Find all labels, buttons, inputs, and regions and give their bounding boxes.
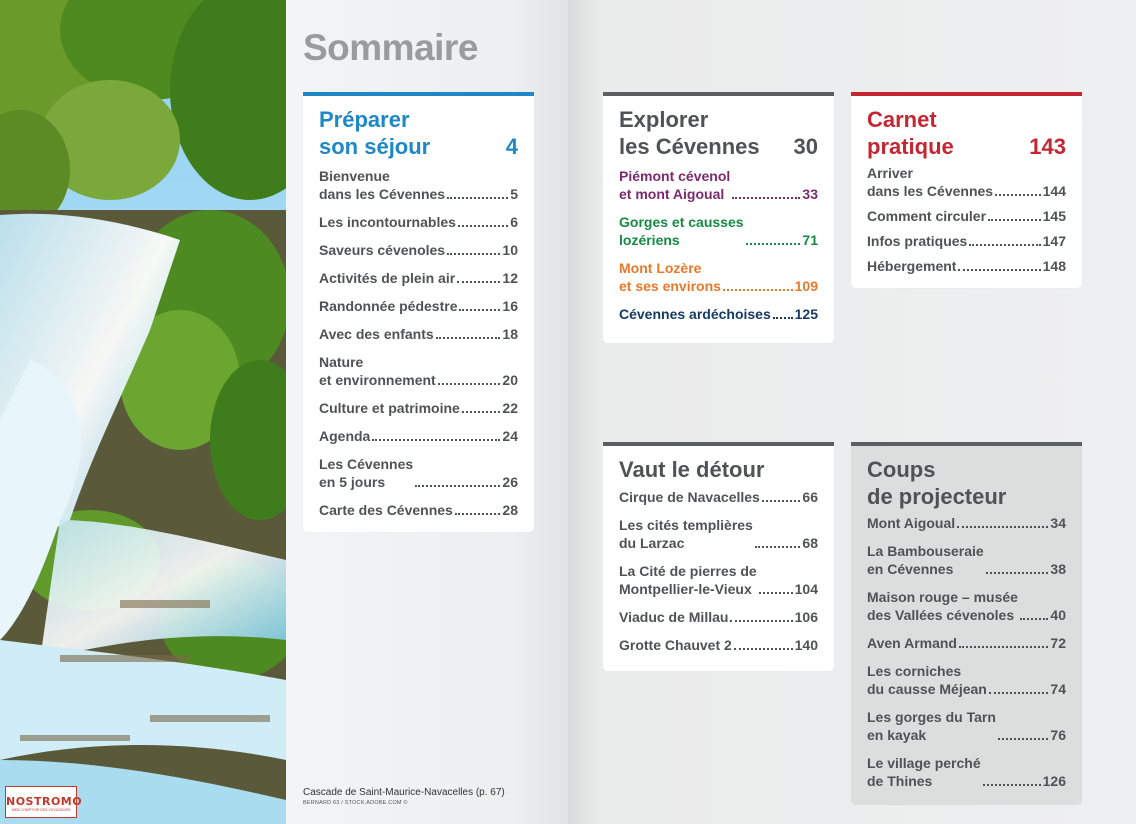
- toc-entry-title: Randonnée pédestre: [319, 298, 458, 314]
- toc-entry-title: Mont Aigoual: [867, 515, 956, 531]
- toc-entry-page: 26: [502, 474, 518, 490]
- toc-entry: [319, 167, 518, 203]
- toc-entry: [619, 259, 818, 295]
- toc-entry: [619, 562, 818, 598]
- dot-leader: [438, 383, 501, 385]
- toc-entry-page: 147: [1042, 233, 1066, 249]
- entry-list: [867, 164, 1066, 275]
- dot-leader: [723, 289, 793, 291]
- dot-leader: [447, 197, 508, 199]
- toc-entry-page: 18: [502, 326, 518, 342]
- toc-entry-title: Carte des Cévennes: [319, 502, 453, 518]
- nostromo-logo: [5, 786, 83, 818]
- toc-entry: [867, 542, 1066, 578]
- toc-entry: [619, 488, 818, 506]
- dot-leader: [762, 500, 801, 502]
- entry-list: [319, 167, 518, 519]
- toc-entry: [867, 662, 1066, 698]
- toc-entry-page: 5: [510, 186, 518, 202]
- dot-leader: [734, 648, 793, 650]
- dot-leader: [989, 692, 1049, 694]
- toc-entry-page: 34: [1050, 515, 1066, 531]
- section-heading: [619, 456, 818, 483]
- dot-leader: [988, 219, 1041, 221]
- toc-entry-page: 126: [1042, 773, 1066, 789]
- toc-entry-page: 148: [1042, 258, 1066, 274]
- toc-entry-title: Cévennes ardéchoises: [619, 306, 771, 322]
- toc-entry-page: 71: [802, 232, 818, 248]
- dot-leader: [462, 411, 501, 413]
- dot-leader: [459, 309, 500, 311]
- section-card-explorer: [603, 92, 834, 343]
- dot-leader: [730, 620, 792, 622]
- toc-entry-title: Les incontournables: [319, 214, 456, 230]
- toc-entry-page: 145: [1042, 208, 1066, 224]
- section-heading: [319, 106, 518, 160]
- toc-entry: [319, 297, 518, 315]
- dot-leader: [436, 337, 501, 339]
- toc-entry-title: Grotte Chauvet 2: [619, 637, 732, 653]
- section-heading-text: Vaut le détour: [619, 457, 765, 482]
- toc-entry-title: Les corniches du causse Méjean: [867, 663, 987, 697]
- toc-entry-page: 76: [1050, 727, 1066, 743]
- toc-entry-page: 28: [502, 502, 518, 518]
- section-heading-text: Préparer son séjour: [319, 107, 431, 159]
- toc-entry-title: Piémont cévenol et mont Aigoual: [619, 168, 731, 202]
- dot-leader: [755, 546, 801, 548]
- toc-entry: [319, 427, 518, 445]
- section-card-preparer: [303, 92, 534, 532]
- dot-leader: [986, 572, 1049, 574]
- toc-entry-page: 125: [794, 306, 818, 322]
- toc-entry-title: Le village perché de Thines: [867, 755, 981, 789]
- section-heading: [867, 456, 1066, 510]
- toc-entry-title: Gorges et causses lozériens: [619, 214, 744, 248]
- toc-entry: [619, 167, 818, 203]
- toc-entry: [319, 213, 518, 231]
- dot-leader: [455, 513, 501, 515]
- section-card-detour: [603, 442, 834, 671]
- toc-entry: [867, 232, 1066, 250]
- section-heading-text: Explorer les Cévennes: [619, 107, 760, 159]
- section-card-coups: [851, 442, 1082, 805]
- toc-entry-title: Bienvenue dans les Cévennes: [319, 168, 446, 202]
- toc-entry-page: 40: [1050, 607, 1066, 623]
- toc-entry-title: Les cités templières du Larzac: [619, 517, 753, 551]
- toc-entry-title: Comment circuler: [867, 208, 987, 224]
- toc-entry-page: 20: [502, 372, 518, 388]
- toc-entry: [867, 207, 1066, 225]
- dot-leader: [415, 485, 500, 487]
- toc-entry: [619, 305, 818, 323]
- dot-leader: [959, 646, 1048, 648]
- toc-entry-page: 6: [510, 214, 518, 230]
- toc-entry-title: Culture et patrimoine: [319, 400, 460, 416]
- dot-leader: [969, 244, 1040, 246]
- toc-entry-title: Aven Armand: [867, 635, 957, 651]
- photo-caption: Cascade de Saint-Maurice-Navacelles (p. 67): [303, 787, 505, 798]
- toc-entry: [319, 353, 518, 389]
- dot-leader: [458, 225, 508, 227]
- toc-entry-title: Maison rouge – musée des Vallées cévenoles: [867, 589, 1018, 623]
- section-heading-page: 30: [793, 134, 818, 159]
- toc-entry-title: Viaduc de Millau: [619, 609, 729, 625]
- entry-list: [619, 167, 818, 323]
- toc-entry: [319, 501, 518, 519]
- dot-leader: [746, 243, 801, 245]
- dot-leader: [998, 738, 1049, 740]
- toc-entry: [867, 708, 1066, 744]
- section-heading-text: Coups de projecteur: [867, 457, 1007, 509]
- toc-entry-page: 38: [1050, 561, 1066, 577]
- toc-entry-page: 74: [1050, 681, 1066, 697]
- entry-list: [867, 514, 1066, 790]
- toc-entry: [867, 588, 1066, 624]
- toc-entry-page: 24: [502, 428, 518, 444]
- toc-entry-page: 106: [794, 609, 818, 625]
- toc-entry: [867, 514, 1066, 532]
- toc-entry-page: 22: [502, 400, 518, 416]
- toc-entry-title: La Cité de pierres de Montpellier-le-Vieux: [619, 563, 757, 597]
- toc-entry: [319, 269, 518, 287]
- toc-entry-title: Les gorges du Tarn en kayak: [867, 709, 996, 743]
- toc-entry: [619, 636, 818, 654]
- dot-leader: [983, 784, 1041, 786]
- toc-entry-title: Infos pratiques: [867, 233, 968, 249]
- dot-leader: [957, 526, 1048, 528]
- dot-leader: [447, 253, 500, 255]
- section-heading-page: 143: [1029, 134, 1066, 159]
- page-title: Sommaire: [303, 27, 478, 68]
- toc-entry-page: 33: [802, 186, 818, 202]
- toc-entry: [867, 257, 1066, 275]
- logo-subtitle: WEB COMPTOIR DES VOYAGEURS: [11, 808, 71, 812]
- toc-entry-page: 104: [794, 581, 818, 597]
- waterfall-photo: [0, 0, 286, 824]
- toc-entry-title: Nature et environnement: [319, 354, 436, 388]
- section-heading: [867, 106, 1066, 160]
- toc-entry-page: 109: [794, 278, 818, 294]
- toc-entry: [319, 325, 518, 343]
- toc-entry-page: 140: [794, 637, 818, 653]
- dot-leader: [372, 439, 500, 441]
- dot-leader: [759, 592, 793, 594]
- toc-entry-title: Activités de plein air: [319, 270, 456, 286]
- entry-list: [619, 488, 818, 654]
- section-heading-text: Carnet pratique: [867, 107, 954, 159]
- toc-entry: [619, 516, 818, 552]
- section-heading-page: 4: [505, 134, 518, 159]
- toc-entry-page: 10: [502, 242, 518, 258]
- toc-entry-title: Mont Lozère et ses environs: [619, 260, 721, 294]
- toc-entry-title: Arriver dans les Cévennes: [867, 165, 994, 199]
- toc-entry-title: La Bambouseraie en Cévennes: [867, 543, 984, 577]
- dot-leader: [958, 269, 1040, 271]
- toc-entry: [867, 634, 1066, 652]
- logo-name: NOSTROMO: [6, 795, 83, 808]
- waterfall-illustration: [0, 0, 286, 824]
- toc-entry: [867, 754, 1066, 790]
- toc-entry-title: Agenda: [319, 428, 371, 444]
- toc-entry-title: Les Cévennes en 5 jours: [319, 456, 414, 490]
- toc-entry-page: 12: [502, 270, 518, 286]
- toc-entry-page: 16: [502, 298, 518, 314]
- photo-credit: BERNARD 63 / STOCK.ADOBE.COM ©: [303, 800, 408, 806]
- dot-leader: [1020, 618, 1048, 620]
- dot-leader: [732, 197, 800, 199]
- toc-entry: [867, 164, 1066, 200]
- toc-entry-page: 144: [1042, 183, 1066, 199]
- toc-entry-title: Hébergement: [867, 258, 957, 274]
- section-card-carnet: [851, 92, 1082, 288]
- dot-leader: [995, 194, 1041, 196]
- toc-entry: [619, 213, 818, 249]
- toc-entry: [319, 241, 518, 259]
- dot-leader: [457, 281, 500, 283]
- toc-entry-title: Saveurs cévenoles: [319, 242, 446, 258]
- toc-entry: [319, 455, 518, 491]
- toc-entry-page: 66: [802, 489, 818, 505]
- section-heading: [619, 106, 818, 160]
- toc-entry-title: Cirque de Navacelles: [619, 489, 760, 505]
- toc-entry-title: Avec des enfants: [319, 326, 434, 342]
- toc-entry-page: 68: [802, 535, 818, 551]
- toc-entry: [619, 608, 818, 626]
- toc-entry-page: 72: [1050, 635, 1066, 651]
- dot-leader: [773, 317, 793, 319]
- toc-entry: [319, 399, 518, 417]
